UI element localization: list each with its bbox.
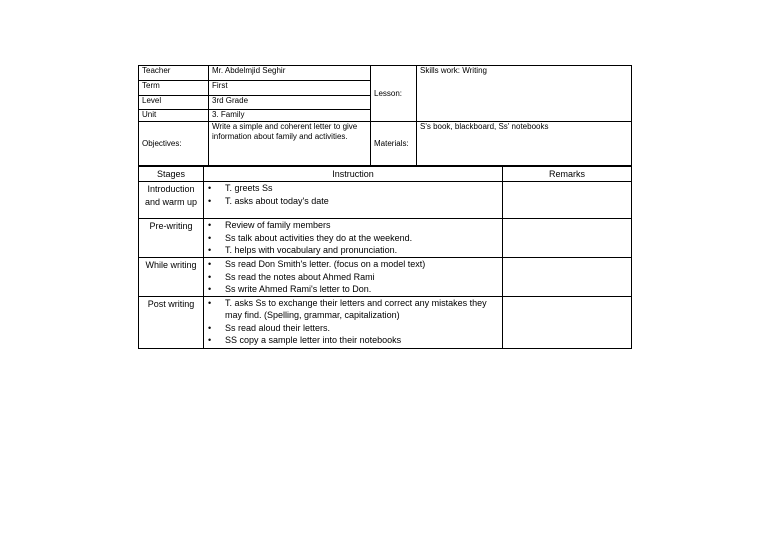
instruction-text: Ss read Don Smith's letter. (focus on a model text) <box>225 259 426 269</box>
bullet: • <box>208 259 212 269</box>
lesson-plan-table <box>138 166 632 349</box>
instruction-text: Ss talk about activities they do at the weekend. <box>225 232 413 243</box>
instruction-list <box>207 182 499 207</box>
bullet: • <box>208 195 212 206</box>
instruction-cell <box>204 258 503 297</box>
remarks-cell <box>503 258 632 297</box>
list-item <box>207 297 499 322</box>
instruction-text: T. asks Ss to exchange their letters and correct any mistakes they may find. (Spelling, grammar, capitalization) <box>225 297 487 320</box>
instruction-list <box>207 219 499 257</box>
bullet: • <box>208 284 212 294</box>
remarks-cell <box>503 296 632 348</box>
bullet: • <box>208 335 212 345</box>
bullet: • <box>208 232 212 243</box>
instruction-text: Ss read aloud their letters. <box>225 322 331 333</box>
instruction-text: T. asks about today's date <box>225 195 329 206</box>
unit-label: Unit <box>139 110 209 122</box>
lesson-label: Lesson: <box>371 66 417 122</box>
bullet: • <box>208 183 212 193</box>
list-item <box>207 219 499 232</box>
teacher-value: Mr. Abdelmjid Seghir <box>209 66 371 81</box>
instruction-header: Instruction <box>204 167 503 182</box>
lesson-info-table <box>138 65 632 166</box>
instruction-text: T. helps with vocabulary and pronunciation. <box>225 245 398 255</box>
instruction-text: T. greets Ss <box>225 183 273 193</box>
objectives-value: Write a simple and coherent letter to give information about family and activities. <box>209 122 371 166</box>
materials-label: Materials: <box>371 122 417 166</box>
list-item <box>207 195 499 208</box>
lesson-value: Skills work: Writing <box>417 66 632 122</box>
instruction-text: Ss write Ahmed Rami's letter to Don. <box>225 284 372 294</box>
unit-value: 3. Family <box>209 110 371 122</box>
stages-header: Stages <box>139 167 204 182</box>
level-value: 3rd Grade <box>209 96 371 110</box>
list-item <box>207 232 499 245</box>
instruction-list <box>207 258 499 296</box>
instruction-text: Ss read the notes about Ahmed Rami <box>225 271 375 282</box>
instruction-cell <box>204 182 503 219</box>
bullet: • <box>208 271 212 282</box>
list-item <box>207 271 499 284</box>
stage-while-writing: While writing <box>139 258 204 297</box>
remarks-header: Remarks <box>503 167 632 182</box>
stage-introduction: Introduction and warm up <box>139 182 204 219</box>
bullet: • <box>208 322 212 333</box>
stage-post-writing: Post writing <box>139 296 204 348</box>
list-item <box>207 334 499 347</box>
bullet: • <box>208 245 212 255</box>
list-item <box>207 182 499 195</box>
bullet: • <box>208 297 212 308</box>
materials-value: S's book, blackboard, Ss' notebooks <box>417 122 632 166</box>
level-label: Level <box>139 96 209 110</box>
list-item <box>207 322 499 335</box>
stage-pre-writing: Pre-writing <box>139 219 204 258</box>
list-item <box>207 244 499 257</box>
instruction-text: SS copy a sample letter into their notebooks <box>225 335 402 345</box>
list-item <box>207 258 499 271</box>
remarks-cell <box>503 219 632 258</box>
term-value: First <box>209 81 371 96</box>
instruction-cell <box>204 296 503 348</box>
instruction-cell <box>204 219 503 258</box>
remarks-cell <box>503 182 632 219</box>
list-item <box>207 283 499 296</box>
term-label: Term <box>139 81 209 96</box>
instruction-text: Review of family members <box>225 220 331 230</box>
instruction-list <box>207 297 499 347</box>
bullet: • <box>208 220 212 230</box>
teacher-label: Teacher <box>139 66 209 81</box>
objectives-label: Objectives: <box>139 122 209 166</box>
